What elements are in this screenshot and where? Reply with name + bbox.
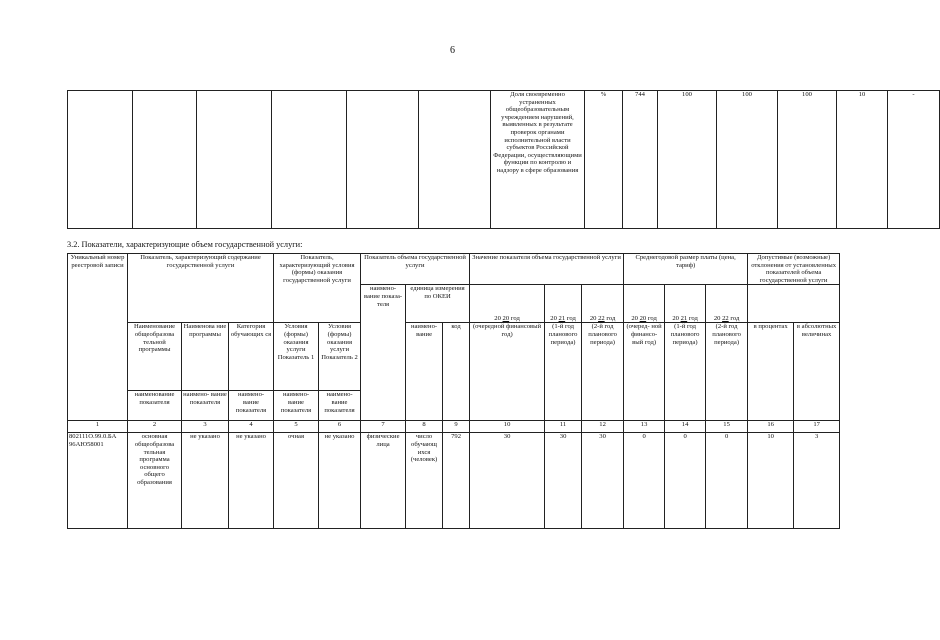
cell-registry <box>68 91 133 229</box>
cell-unit-name: число обучающ ихся (человек) <box>406 433 443 529</box>
cell-condition-2: не указано <box>319 433 361 529</box>
cell-value-year-2: 30 <box>545 433 582 529</box>
header-in-percent: в процентах <box>748 323 794 421</box>
year-prefix: 20 <box>550 314 557 322</box>
cell-value-year-2: 100 <box>717 91 778 229</box>
header-param-label: наимено- вание показателя <box>274 391 319 421</box>
header-unit-name: наимено- вание <box>406 323 443 421</box>
column-number: 17 <box>794 421 840 433</box>
header-in-absolute: в абсолютных величинах <box>794 323 840 421</box>
year-suffix: год <box>606 314 616 322</box>
header-price-plan2-label: (2-й год планового периода) <box>706 323 748 421</box>
header-param-label: наимено- вание показателя <box>229 391 274 421</box>
header-price-fy-label: (очеред- ной финансо- вый год) <box>624 323 665 421</box>
column-number: 3 <box>182 421 229 433</box>
header-content-program-name: Наименова ние программы <box>182 323 229 391</box>
column-number: 5 <box>274 421 319 433</box>
table-row <box>68 91 940 229</box>
header-price-group: Среднегодовой размер платы (цена, тариф) <box>624 254 748 285</box>
header-year-3 <box>582 285 624 323</box>
header-unique-number: Уникальный номер реестровой записи <box>68 254 128 421</box>
cell-value-year-3: 100 <box>778 91 837 229</box>
cell-unit-code: 792 <box>443 433 470 529</box>
column-number-row <box>68 421 840 433</box>
header-plan1-label: (1-й год планового периода) <box>545 323 582 421</box>
column-number: 9 <box>443 421 470 433</box>
cell-content-1 <box>133 91 197 229</box>
header-price-year-1 <box>624 285 665 323</box>
section-title: 3.2. Показатели, характеризующие объем государственной услуги: <box>67 240 303 249</box>
column-number: 13 <box>624 421 665 433</box>
column-number: 16 <box>748 421 794 433</box>
cell-category: не указано <box>229 433 274 529</box>
cell-form: очная <box>274 433 319 529</box>
header-content-program: Наименование общеобразова тельной программы <box>128 323 182 391</box>
year-prefix: 20 <box>494 314 501 322</box>
cell-condition-2 <box>419 91 491 229</box>
year-prefix: 20 <box>589 314 597 322</box>
column-number: 14 <box>665 421 706 433</box>
column-number: 1 <box>68 421 128 433</box>
cell-value-year-3: 30 <box>582 433 624 529</box>
header-price-plan1-label: (1-й год планового периода) <box>665 323 706 421</box>
volume-indicators-table <box>67 253 840 529</box>
cell-deviation-percent: 10 <box>748 433 794 529</box>
year-digits: 20 <box>502 314 510 322</box>
header-fy-label: (очередной финансовый год) <box>470 323 545 421</box>
header-condition-1: Условия (формы) оказания услуги Показатель 1 <box>274 323 319 391</box>
cell-indicator-name: Доля своевременно устраненных общеобразовательным учреждением нарушений, выявленных в результате проверок органами исполнительной власти субъектов Российской Федерации, осуществляющими функции по контролю и надзору в сфере образования <box>491 91 585 229</box>
year-suffix: год <box>688 314 698 322</box>
column-number: 11 <box>545 421 582 433</box>
header-year-2 <box>545 285 582 323</box>
header-price-year-3 <box>706 285 748 323</box>
column-number: 10 <box>470 421 545 433</box>
cell-program: основная общеобразова тельная программа основного общего образования <box>128 433 182 529</box>
year-prefix: 20 <box>631 314 638 322</box>
header-volume-group: Показатель объема государственной услуги <box>361 254 470 285</box>
year-suffix: год <box>566 314 576 322</box>
header-volume-value-group: Значение показателя объема государственной услуги <box>470 254 624 285</box>
table-header-row <box>68 254 840 285</box>
year-prefix: 20 <box>713 314 721 322</box>
cell-registry-number: 802111О.99.0.БА 96АЮ58001 <box>68 433 128 529</box>
header-deviation-spacer <box>748 285 840 323</box>
cell-deviation-absolute: - <box>888 91 940 229</box>
year-suffix: год <box>730 314 740 322</box>
header-unit-okei: единица измерения по ОКЕИ <box>406 285 470 323</box>
column-number: 8 <box>406 421 443 433</box>
year-digits: 20 <box>639 314 647 322</box>
header-plan2-label: (2-й год планового периода) <box>582 323 624 421</box>
header-year-1 <box>470 285 545 323</box>
year-digits: 22 <box>722 314 729 322</box>
year-digits: 22 <box>598 314 605 322</box>
header-param-label: наименование показателя <box>128 391 182 421</box>
cell-price-year-1: 0 <box>624 433 665 529</box>
column-number: 4 <box>229 421 274 433</box>
table-header-row <box>68 323 840 391</box>
column-number: 6 <box>319 421 361 433</box>
header-conditions-group: Показатель, характеризующий условия (формы) оказания государственной услуги <box>274 254 361 323</box>
column-number: 15 <box>706 421 748 433</box>
year-suffix: год <box>647 314 657 322</box>
year-digits: 21 <box>680 314 688 322</box>
year-suffix: год <box>510 314 520 322</box>
quality-indicators-continuation-table <box>67 90 940 229</box>
cell-content-3 <box>272 91 347 229</box>
cell-price-year-2: 0 <box>665 433 706 529</box>
header-price-year-2 <box>665 285 706 323</box>
header-param-label: наимено- вание показателя <box>182 391 229 421</box>
column-number: 2 <box>128 421 182 433</box>
column-number: 7 <box>361 421 406 433</box>
header-condition-2: Условия (формы) оказания услуги Показатель 2 <box>319 323 361 391</box>
cell-okei-code: 744 <box>623 91 658 229</box>
header-content-category: Категория обучающих ся <box>229 323 274 391</box>
cell-unit: % <box>585 91 623 229</box>
header-param-label: наимено- вание показателя <box>319 391 361 421</box>
column-number: 12 <box>582 421 624 433</box>
cell-price-year-3: 0 <box>706 433 748 529</box>
header-indicator-name: наимено- вание показа- теля <box>361 285 406 421</box>
cell-program-name: не указано <box>182 433 229 529</box>
year-digits: 21 <box>558 314 566 322</box>
cell-condition-1 <box>347 91 419 229</box>
header-content-group: Показатель, характеризующий содержание государственной услуги <box>128 254 274 323</box>
cell-indicator-name: физические лица <box>361 433 406 529</box>
page-number: 6 <box>450 45 455 56</box>
header-unit-code: код <box>443 323 470 421</box>
year-prefix: 20 <box>672 314 679 322</box>
cell-deviation-percent: 10 <box>837 91 888 229</box>
table-row <box>68 433 840 529</box>
cell-value-year-1: 30 <box>470 433 545 529</box>
cell-value-year-1: 100 <box>658 91 717 229</box>
cell-content-2 <box>197 91 272 229</box>
cell-deviation-absolute: 3 <box>794 433 840 529</box>
header-deviation-group: Допустимые (возможные) отклонения от установленных показателей объема государственной услуги <box>748 254 840 285</box>
